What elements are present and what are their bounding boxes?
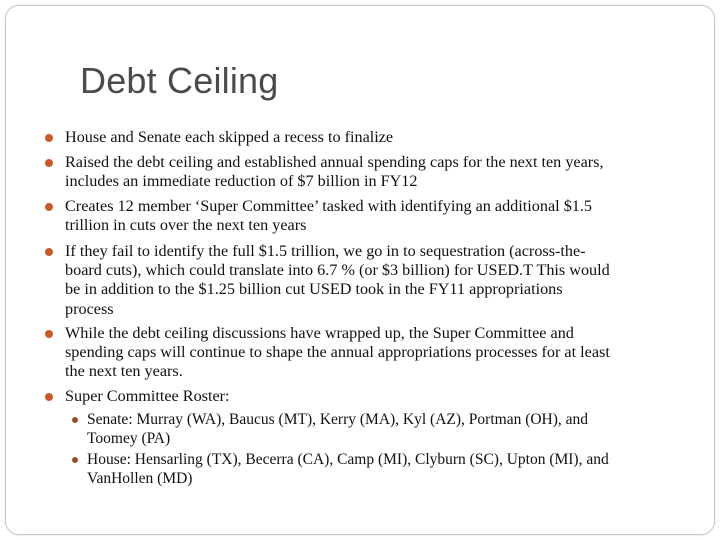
sub-bullet-item — [87, 410, 588, 448]
bullet-line: the next ten years. — [65, 362, 183, 381]
bullet-line: House: Hensarling (TX), Becerra (CA), Camp (MI), Clyburn (SC), Upton (MI), and — [87, 451, 609, 468]
bullet-line: Senate: Murray (WA), Baucus (MT), Kerry (MA), Kyl (AZ), Portman (OH), and — [87, 411, 589, 428]
bullet-line: Toomey (PA) — [87, 430, 171, 447]
bullet-line: Super Committee Roster: — [65, 387, 230, 405]
bullet-line: includes an immediate reduction of $7 billion in FY12 — [65, 172, 418, 191]
bullet-item — [65, 153, 604, 191]
bullet-line: board cuts), which could translate into 6.7 % (or $3 billion) for USED.T This would — [65, 261, 610, 280]
bullet-line: process — [65, 299, 114, 318]
bullet-dot-icon — [45, 134, 53, 142]
bullet-line: spending caps will continue to shape the annual appropriations processes for at least — [65, 343, 610, 362]
bullet-line: Raised the debt ceiling and established annual spending caps for the next ten years, — [65, 153, 604, 171]
bullet-item — [65, 387, 230, 406]
bullet-dot-icon — [45, 248, 53, 256]
bullet-dot-icon — [45, 203, 53, 211]
slide-title: Debt Ceiling — [80, 60, 279, 101]
bullet-line: VanHollen (MD) — [87, 470, 193, 487]
sub-bullet-item — [87, 450, 609, 488]
bullet-line: While the debt ceiling discussions have wrapped up, the Super Committee and — [65, 324, 574, 342]
bullet-dot-icon — [45, 159, 53, 167]
bullet-item — [65, 324, 610, 382]
bullet-line: Creates 12 member ‘Super Committee’ tasked with identifying an additional $1.5 — [65, 197, 593, 215]
bullet-dot-icon — [45, 393, 53, 401]
bullet-line: be in addition to the $1.25 billion cut USED took in the FY11 appropriations — [65, 280, 563, 299]
bullet-dot-icon — [72, 417, 78, 423]
bullet-line: If they fail to identify the full $1.5 trillion, we go in to sequestration (across-the- — [65, 242, 586, 260]
bullet-dot-icon — [72, 457, 78, 463]
bullet-dot-icon — [45, 330, 53, 338]
bullet-item — [65, 242, 610, 319]
bullet-line: trillion in cuts over the next ten years — [65, 216, 307, 235]
bullet-item — [65, 128, 393, 147]
bullet-item — [65, 197, 592, 235]
bullet-line: House and Senate each skipped a recess to finalize — [65, 128, 394, 146]
